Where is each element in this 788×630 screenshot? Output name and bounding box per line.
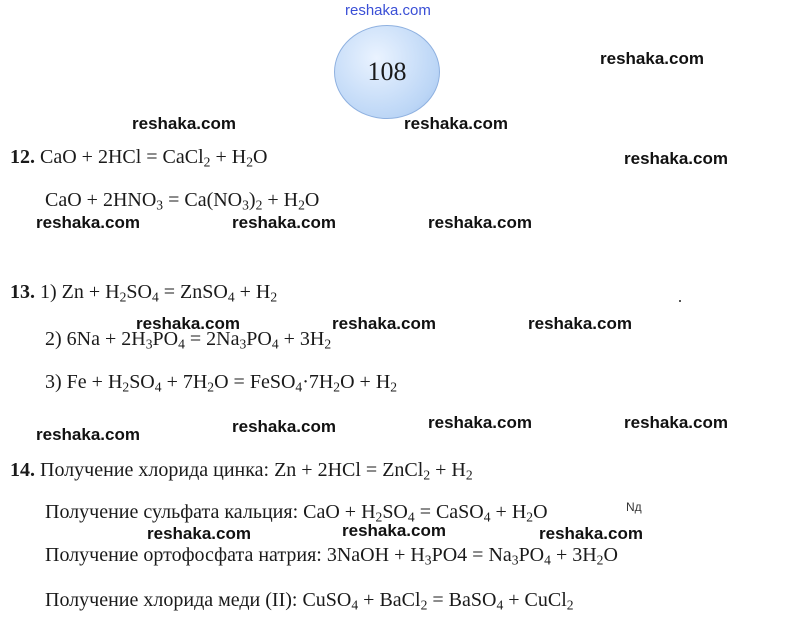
equation: CaO + 2HCl = CaCl$_2$ + $H_2O$: [40, 146, 268, 170]
task-13-line2: [45, 327, 331, 351]
watermark: reshaka.com: [624, 149, 728, 168]
watermark: reshaka.com: [136, 314, 240, 333]
equation: Получение хлорида меди (II): CuSO$_4$ + BaCl$_2$ = BaSO$_4$ + CuCl$_2$: [45, 589, 574, 613]
equation: Получение сульфата кальция: CaO + $H_2SO_4$ = CaSO$_4$ + $H_2O$: [45, 501, 548, 525]
watermark: reshaka.com: [404, 114, 508, 133]
equation: 1) $Zn + H_2SO_4$ = ZnSO$_4$ + $H_2$: [40, 281, 278, 305]
equation: 2) $6Na + 2H_3PO_4 = 2Na_3PO_4 + 3H_2$: [45, 328, 332, 352]
watermark: reshaka.com: [528, 314, 632, 333]
page-number-badge: 108: [334, 25, 440, 119]
task-number: 13.: [10, 281, 35, 303]
task-13-line1: [10, 280, 277, 304]
watermark-top: reshaka.com: [345, 2, 431, 19]
task-14-line1: [10, 458, 473, 482]
task-13-line3: [45, 370, 397, 394]
watermark: reshaka.com: [132, 114, 236, 133]
task-14-line2: [45, 500, 548, 524]
watermark: reshaka.com: [428, 213, 532, 232]
equation: CaO + $2HNO_3 = Ca(NO_3)_2 + H_2O$: [45, 189, 320, 213]
watermark: reshaka.com: [36, 425, 140, 444]
equation: Получение ортофосфата натрия: 3NaOH + $H_3PO4 = Na_3PO_4 + 3H_2O$: [45, 544, 618, 568]
watermark: reshaka.com: [232, 417, 336, 436]
watermark: reshaka.com: [428, 413, 532, 432]
stray-dot: [679, 300, 681, 302]
watermark: reshaka.com: [332, 314, 436, 333]
watermark: reshaka.com: [232, 213, 336, 232]
task-14-line4: [45, 588, 574, 612]
watermark: reshaka.com: [624, 413, 728, 432]
watermark: reshaka.com: [36, 213, 140, 232]
task-number: 12.: [10, 146, 35, 168]
task-number: 14.: [10, 459, 35, 481]
scribble-mark: Nд: [626, 500, 642, 514]
watermark: reshaka.com: [147, 524, 251, 543]
watermark: reshaka.com: [539, 524, 643, 543]
task-12-line2: [45, 188, 319, 212]
task-14-line3: [45, 543, 618, 567]
watermark: reshaka.com: [600, 49, 704, 68]
watermark: reshaka.com: [342, 521, 446, 540]
equation: 3) $Fe + H_2SO_4 + 7H_2O$ = $FeSO_4\cdot 7H_2O + H_2$: [45, 371, 398, 395]
task-12-line1: [10, 145, 267, 169]
equation: Получение хлорида цинка: Zn + 2HCl = ZnCl$_2$ + $H_2$: [40, 459, 473, 483]
